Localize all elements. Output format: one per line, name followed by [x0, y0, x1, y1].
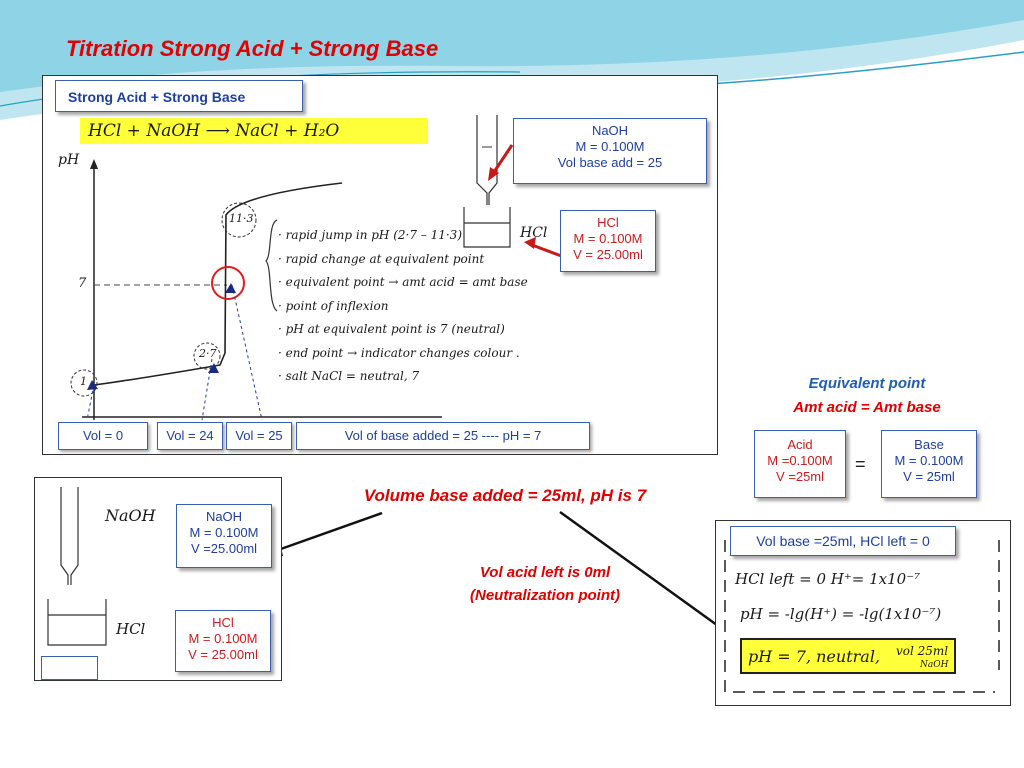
lower-left-naoh-box — [176, 504, 272, 568]
note-line: · rapid jump in pH (2·7 – 11·3) — [278, 228, 462, 242]
hcl-box-line: M = 0.100M — [573, 231, 643, 246]
naoh-box-line: M = 0.100M — [575, 139, 645, 154]
lower-naoh-box-line: NaOH — [205, 509, 243, 524]
beaker-hcl-label: HCl — [520, 225, 548, 241]
arrow-to-lower-right — [560, 512, 728, 633]
lower-right-header — [730, 526, 956, 556]
lower-naoh-box-line: V =25.00ml — [190, 541, 258, 556]
point-label-start: 1 — [80, 375, 87, 388]
ph-result-vol: vol 25ml — [896, 644, 949, 658]
naoh-box-line: NaOH — [591, 123, 629, 138]
neutralization-caption-line2: (Neutralization point) — [470, 587, 620, 604]
lower-left-hcl-box — [175, 610, 271, 672]
base-box-line: Base — [914, 437, 944, 452]
beaker-small — [48, 599, 106, 645]
lower-hcl-box-line: V = 25.00ml — [188, 647, 258, 662]
vol-summary-label: Vol of base added = 25 ---- pH = 7 — [296, 422, 590, 450]
vol-label-25: Vol = 25 — [226, 422, 292, 450]
y-tick-7: 7 — [78, 276, 87, 291]
vol-label-0: Vol = 0 — [58, 422, 148, 450]
blank-box — [41, 656, 98, 680]
lower-left-naoh-label: NaOH — [105, 506, 156, 525]
volume-base-caption: Volume base added = 25ml, pH is 7 — [363, 486, 647, 505]
y-axis-label: pH — [58, 152, 80, 168]
point-label-2-7: 2·7 — [199, 347, 217, 360]
arrow-to-lower-left — [278, 513, 382, 550]
equals-sign: = — [855, 454, 866, 474]
note-line: · rapid change at equivalent point — [278, 251, 485, 266]
lower-left-hcl-label: HCl — [116, 620, 146, 638]
neutralization-caption-line1: Vol acid left is 0ml — [479, 564, 611, 581]
note-line: · point of inflexion — [278, 298, 389, 313]
note-line: · pH at equivalent point is 7 (neutral) — [278, 322, 505, 336]
lower-hcl-box-line: HCl — [212, 615, 234, 630]
graph-header-label: Strong Acid + Strong Base — [68, 89, 246, 105]
hcl-box-line: HCl — [597, 215, 619, 230]
reaction-equation: HCl + NaOH ⟶ NaCl + H₂O — [80, 118, 428, 144]
acid-box-line: M =0.100M — [767, 453, 833, 468]
hcl-left-line: HCl left = 0 H⁺= 1x10⁻⁷ — [735, 570, 921, 588]
lower-naoh-box-line: M = 0.100M — [189, 525, 259, 540]
ph-result-text: pH = 7, neutral, — [748, 647, 881, 666]
naoh-box-line: Vol base add = 25 — [557, 155, 663, 170]
slide-title: Titration Strong Acid + Strong Base — [66, 36, 439, 61]
acid-box-line: V =25ml — [775, 469, 825, 484]
base-box-line: M = 0.100M — [894, 453, 964, 468]
lower-hcl-box-line: M = 0.100M — [188, 631, 258, 646]
note-line: · end point → indicator changes colour . — [278, 345, 520, 360]
note-line: · equivalent point → amt acid = amt base — [278, 275, 528, 289]
base-box-line: V = 25ml — [903, 469, 955, 484]
point-label-11-3: 11·3 — [229, 212, 254, 225]
equivalent-point-title: Equivalent point — [808, 375, 926, 392]
lower-right-header-label: Vol base =25ml, HCl left = 0 — [756, 533, 930, 549]
hcl-box-line: V = 25.00ml — [573, 247, 643, 262]
vol-label-24: Vol = 24 — [157, 422, 223, 450]
equivalent-point-subtitle: Amt acid = Amt base — [793, 399, 941, 416]
burette-small — [61, 487, 78, 585]
ph-result-naoh: NaOH — [920, 660, 949, 670]
note-line: · salt NaCl = neutral, 7 — [278, 369, 420, 383]
acid-box-line: Acid — [787, 437, 813, 452]
ph-result-highlight — [740, 638, 956, 674]
ph-calc-line: pH = -lg(H⁺) = -lg(1x10⁻⁷) — [740, 605, 942, 623]
